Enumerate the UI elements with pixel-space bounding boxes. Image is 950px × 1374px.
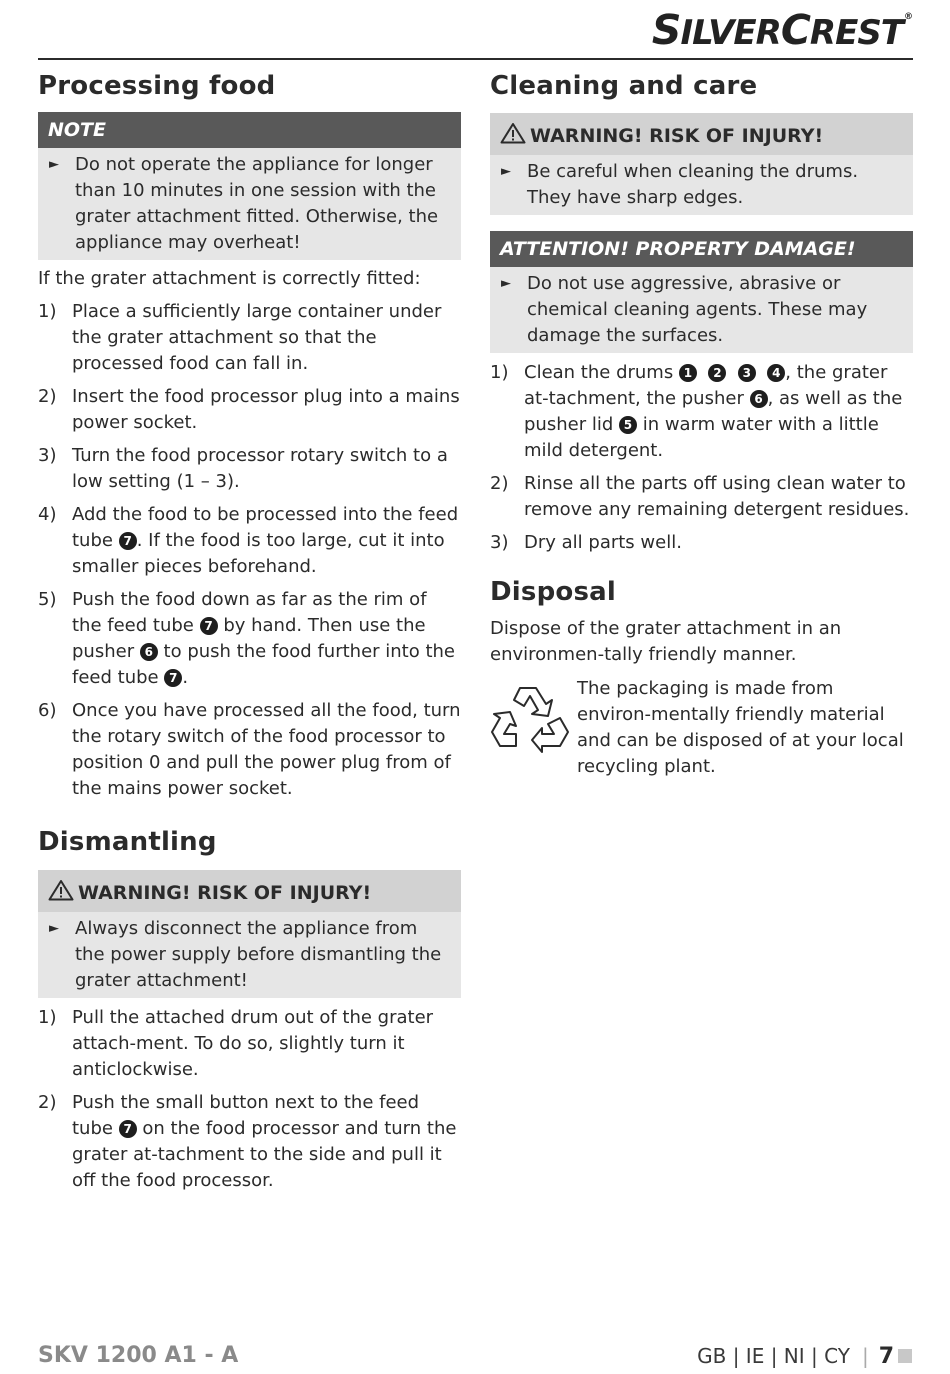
left-column xyxy=(38,64,461,1201)
note-label: NOTE xyxy=(38,112,461,148)
part-number-badge: 6 xyxy=(140,643,158,661)
note-text: Do not operate the appliance for longer than 10 minutes in one session with the grater attachment fitted. Otherwise, the appliance may overheat! xyxy=(75,154,439,253)
part-number-badge: 4 xyxy=(767,364,785,382)
recycle-text: The packaging is made from environ-mentally friendly material and can be disposed of at your local recycling plant. xyxy=(577,678,904,777)
list-item: 1) Place a sufficiently large container under the grater attachment so that the processed food can fall in. xyxy=(38,301,442,374)
part-number-badge: 1 xyxy=(679,364,697,382)
attention-box xyxy=(490,231,913,353)
dismantling-steps xyxy=(38,1005,461,1194)
header-rule xyxy=(38,58,913,60)
part-number-badge: 7 xyxy=(164,669,182,687)
list-item: 1) Clean the drums 1 2 3 4 , the grater at-tachment, the pusher 6 , as well as the pusher lid 5 in warm water with a little mild detergent. xyxy=(490,362,903,461)
footer-page-info xyxy=(697,1344,912,1369)
footer-model: SKV 1200 A1 - A xyxy=(38,1343,239,1368)
footer-countries: GB | IE | NI | CY xyxy=(697,1344,850,1368)
footer-separator: | xyxy=(861,1344,869,1368)
disposal-intro: Dispose of the grater attachment in an environmen-tally friendly manner. xyxy=(490,618,842,665)
part-number-badge: 7 xyxy=(119,1120,137,1138)
attention-label: ATTENTION! PROPERTY DAMAGE! xyxy=(490,231,913,267)
cleaning-steps xyxy=(490,360,913,556)
recycle-section xyxy=(490,676,913,780)
part-number-badge: 7 xyxy=(119,532,137,550)
warning-triangle-icon xyxy=(48,879,74,901)
cleaning-warning-text: Be careful when cleaning the drums. They have sharp edges. xyxy=(527,161,859,208)
part-number-badge: 6 xyxy=(750,390,768,408)
list-item: 2) Rinse all the parts off using clean water to remove any remaining detergent residues. xyxy=(490,473,910,520)
processing-intro: If the grater attachment is correctly fitted: xyxy=(38,268,421,289)
cleaning-warning-box xyxy=(490,113,913,215)
list-item: 2) Insert the food processor plug into a mains power socket. xyxy=(38,386,460,433)
disposal-title: Disposal xyxy=(490,577,616,607)
arrow-bullet-icon: ► xyxy=(501,164,511,179)
dismantling-warning-text: Always disconnect the appliance from the power supply before dismantling the grater attachment! xyxy=(75,918,442,991)
dismantling-warning-box xyxy=(38,870,461,998)
part-number-badge: 2 xyxy=(708,364,726,382)
dismantling-warning-label: WARNING! RISK OF INJURY! xyxy=(78,882,372,904)
page-marker xyxy=(898,1349,912,1363)
dismantling-title: Dismantling xyxy=(38,827,217,857)
list-item: 4) Add the food to be processed into the feed tube 7 . If the food is too large, cut it into smaller pieces beforehand. xyxy=(38,504,459,577)
processing-title: Processing food xyxy=(38,71,276,101)
right-column xyxy=(490,64,913,780)
list-item: 1) Pull the attached drum out of the grater attach-ment. To do so, slightly turn it anticlockwise. xyxy=(38,1007,434,1080)
cleaning-warning-label: WARNING! RISK OF INJURY! xyxy=(530,125,824,147)
list-item: 6) Once you have processed all the food, turn the rotary switch of the food processor to position 0 and pull the power plug from of the mains power socket. xyxy=(38,700,461,799)
list-item: 3) Dry all parts well. xyxy=(490,532,682,553)
part-number-badge: 5 xyxy=(619,416,637,434)
cleaning-title: Cleaning and care xyxy=(490,71,758,101)
processing-steps xyxy=(38,299,461,802)
warning-triangle-icon xyxy=(500,122,526,144)
arrow-bullet-icon: ► xyxy=(501,276,511,291)
part-number-badge: 3 xyxy=(738,364,756,382)
part-number-badge: 7 xyxy=(200,617,218,635)
page-number: 7 xyxy=(878,1344,894,1369)
arrow-bullet-icon: ► xyxy=(49,157,59,172)
arrow-bullet-icon: ► xyxy=(49,921,59,936)
brand-logo: SILVERCREST® xyxy=(651,6,912,54)
recycle-icon xyxy=(490,682,570,754)
note-box xyxy=(38,112,461,260)
list-item: 3) Turn the food processor rotary switch to a low setting (1 – 3). xyxy=(38,445,448,492)
list-item: 2) Push the small button next to the feed tube 7 on the food processor and turn the grater at-tachment to the side and pull it off the food processor. xyxy=(38,1092,457,1191)
attention-text: Do not use aggressive, abrasive or chemical cleaning agents. These may damage the surfaces. xyxy=(527,273,868,346)
list-item: 5) Push the food down as far as the rim of the feed tube 7 by hand. Then use the pusher 6 to push the food further into the feed tube 7 . xyxy=(38,589,456,688)
